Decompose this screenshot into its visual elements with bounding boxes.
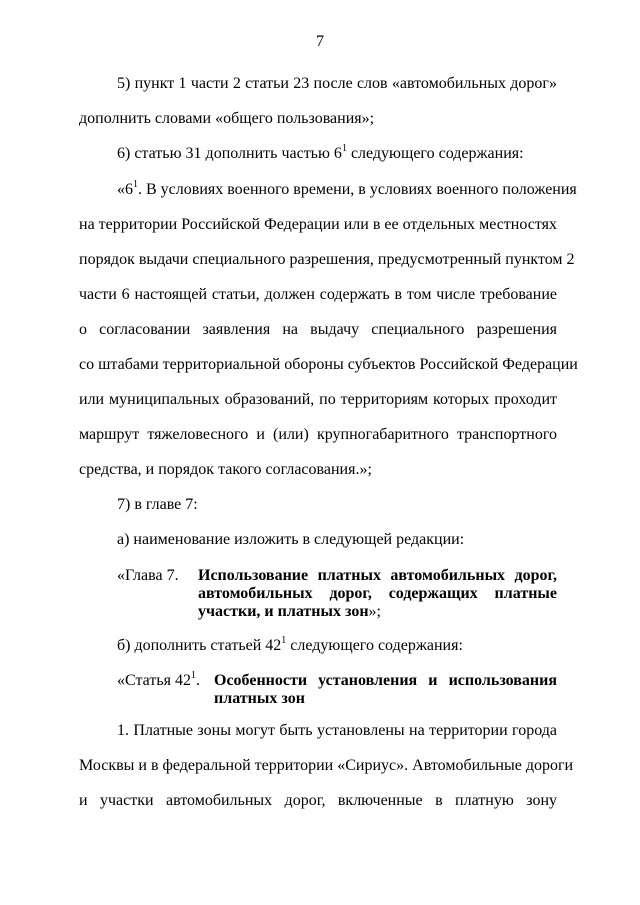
article-title-line-1: Особенности установления и использования — [214, 672, 557, 689]
quote-line-8: маршрут тяжеловесного и (или) крупногабаритного транспортного — [79, 426, 557, 443]
quote-line-3: порядок выдачи специального разрешения, предусмотренный пунктом 2 — [79, 251, 575, 268]
paragraph-b: б) дополнить статьей $42^1$ следующего содержания: — [117, 634, 463, 654]
quote-line-9: средства, и порядок такого согласования.»; — [79, 461, 372, 478]
article-title-line-2: платных зон — [214, 690, 305, 707]
paragraph-7: 7) в главе 7: — [117, 496, 198, 513]
paragraph-5-line-1: 5) пункт 1 части 2 статьи 23 после слов «автомобильных дорог» — [117, 75, 557, 92]
body-line-2: Москвы и в федеральной территории «Сириус». Автомобильные дороги — [79, 757, 574, 774]
quote-line-5: о согласовании заявления на выдачу специального разрешения — [79, 321, 557, 338]
paragraph-6: 6) статью 31 дополнить частью $6^1$ следующего содержания: — [117, 142, 524, 162]
quote-line-2: на территории Российской Федерации или в ее отдельных местностях — [79, 216, 557, 233]
chapter-title-line-2: автомобильных дорог, содержащих платные — [198, 585, 557, 602]
quote-line-1: «$6^1$. В условиях военного времени, в условиях военного положения — [117, 178, 577, 198]
quote-line-4: части 6 настоящей статьи, должен содержать в том числе требование — [79, 286, 557, 303]
chapter-title-line-1: Использование платных автомобильных дорог, — [198, 567, 557, 584]
quote-line-6: со штабами территориальной обороны субъектов Российской Федерации — [79, 356, 578, 373]
chapter-label: «Глава 7. — [117, 567, 179, 584]
quote-line-7: или муниципальных образований, по территориям которых проходит — [79, 391, 557, 408]
paragraph-a: а) наименование изложить в следующей редакции: — [117, 531, 465, 548]
body-line-3: и участки автомобильных дорог, включенные в платную зону — [79, 792, 557, 809]
page-number: 7 — [316, 33, 324, 50]
paragraph-5-line-2: дополнить словами «общего пользования»; — [79, 110, 375, 127]
article-label: «Статья $42^1$. — [117, 669, 200, 689]
body-line-1: 1. Платные зоны могут быть установлены на территории города — [117, 722, 557, 739]
chapter-title-line-3: участки, и платных зон»; — [198, 603, 381, 620]
